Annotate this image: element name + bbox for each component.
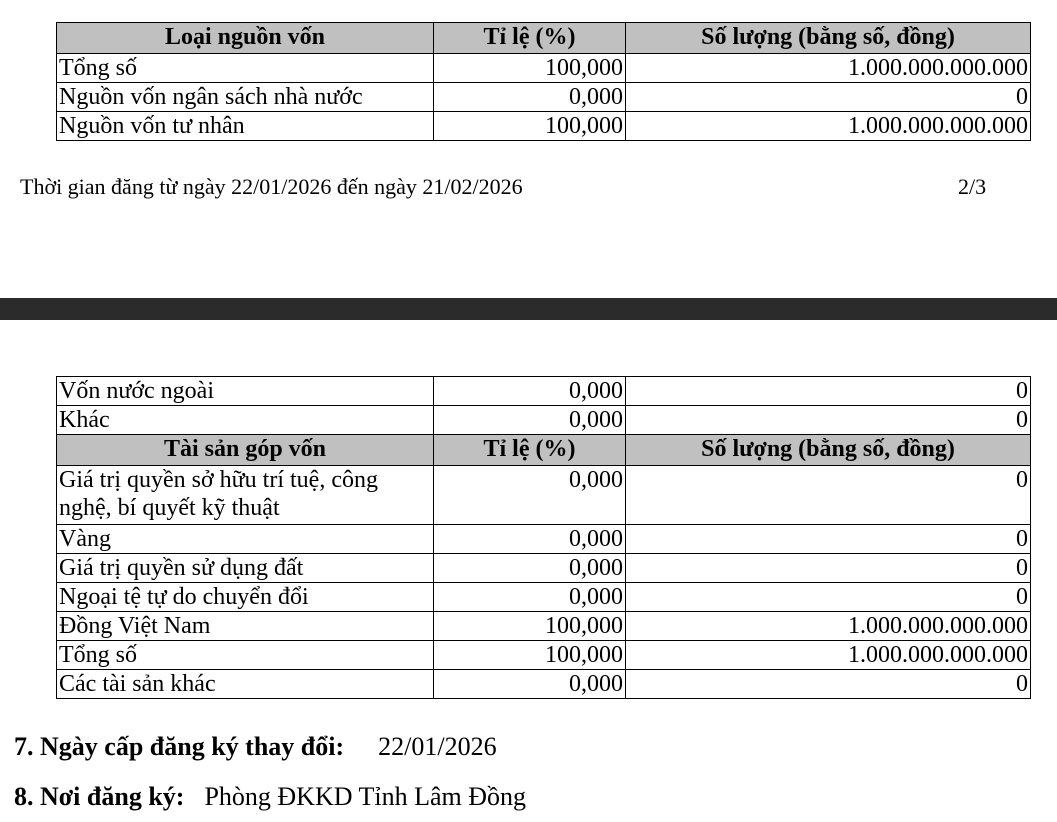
row-label: Giá trị quyền sở hữu trí tuệ, công nghệ, bí quyết kỹ thuật	[57, 466, 434, 525]
row-amount: 0	[626, 406, 1031, 435]
row-amount: 1.000.000.000.000	[626, 641, 1031, 670]
row-label: Nguồn vốn ngân sách nhà nước	[57, 83, 434, 112]
row-percent: 100,000	[434, 54, 626, 83]
column-header: Loại nguồn vốn	[57, 23, 434, 54]
table-row	[57, 525, 1031, 554]
row-amount: 0	[626, 670, 1031, 699]
row-amount: 1.000.000.000.000	[626, 112, 1031, 141]
table-row	[57, 641, 1031, 670]
row-percent: 0,000	[434, 583, 626, 612]
section-label: 8. Nơi đăng ký:	[14, 782, 185, 811]
row-percent: 100,000	[434, 112, 626, 141]
posting-period-text: Thời gian đăng từ ngày 22/01/2026 đến ngày 21/02/2026	[20, 174, 523, 199]
row-label: Các tài sản khác	[57, 670, 434, 699]
row-percent: 0,000	[434, 377, 626, 406]
table-row	[57, 54, 1031, 83]
contributed-assets-table	[56, 376, 1031, 699]
table-row	[57, 670, 1031, 699]
table-row	[57, 554, 1031, 583]
table-row	[57, 83, 1031, 112]
capital-source-table	[56, 22, 1031, 141]
section-registration-place	[14, 782, 526, 812]
column-header: Số lượng (bằng số, đồng)	[626, 23, 1031, 54]
row-percent: 0,000	[434, 466, 626, 525]
column-header: Tài sản góp vốn	[57, 435, 434, 466]
row-label: Vàng	[57, 525, 434, 554]
table-row	[57, 377, 1031, 406]
row-label: Ngoại tệ tự do chuyển đổi	[57, 583, 434, 612]
page-break-divider	[0, 298, 1057, 320]
row-percent: 100,000	[434, 641, 626, 670]
row-label: Khác	[57, 406, 434, 435]
registration-date-value: 22/01/2026	[378, 732, 497, 761]
column-header: Tỉ lệ (%)	[434, 435, 626, 466]
row-amount: 0	[626, 525, 1031, 554]
section-change-registration-date	[14, 732, 497, 762]
table-row	[57, 612, 1031, 641]
table-row	[57, 112, 1031, 141]
table-header-row	[57, 435, 1031, 466]
row-amount: 0	[626, 83, 1031, 112]
registration-place-value: Phòng ĐKKD Tỉnh Lâm Đồng	[204, 782, 527, 811]
row-label: Vốn nước ngoài	[57, 377, 434, 406]
row-percent: 0,000	[434, 406, 626, 435]
row-amount: 0	[626, 583, 1031, 612]
row-amount: 0	[626, 554, 1031, 583]
row-amount: 0	[626, 466, 1031, 525]
row-percent: 0,000	[434, 554, 626, 583]
row-percent: 0,000	[434, 525, 626, 554]
row-amount: 0	[626, 377, 1031, 406]
column-header: Số lượng (bằng số, đồng)	[626, 435, 1031, 466]
row-amount: 1.000.000.000.000	[626, 612, 1031, 641]
section-label: 7. Ngày cấp đăng ký thay đổi:	[14, 732, 345, 761]
row-label: Tổng số	[57, 54, 434, 83]
table-row	[57, 406, 1031, 435]
row-label: Đồng Việt Nam	[57, 612, 434, 641]
table-header-row	[57, 23, 1031, 54]
row-percent: 0,000	[434, 670, 626, 699]
row-label: Nguồn vốn tư nhân	[57, 112, 434, 141]
page-number: 2/3	[958, 174, 987, 199]
row-percent: 100,000	[434, 612, 626, 641]
row-label: Tổng số	[57, 641, 434, 670]
table-row	[57, 583, 1031, 612]
row-label: Giá trị quyền sử dụng đất	[57, 554, 434, 583]
row-percent: 0,000	[434, 83, 626, 112]
table-row	[57, 466, 1031, 525]
row-amount: 1.000.000.000.000	[626, 54, 1031, 83]
column-header: Tỉ lệ (%)	[434, 23, 626, 54]
